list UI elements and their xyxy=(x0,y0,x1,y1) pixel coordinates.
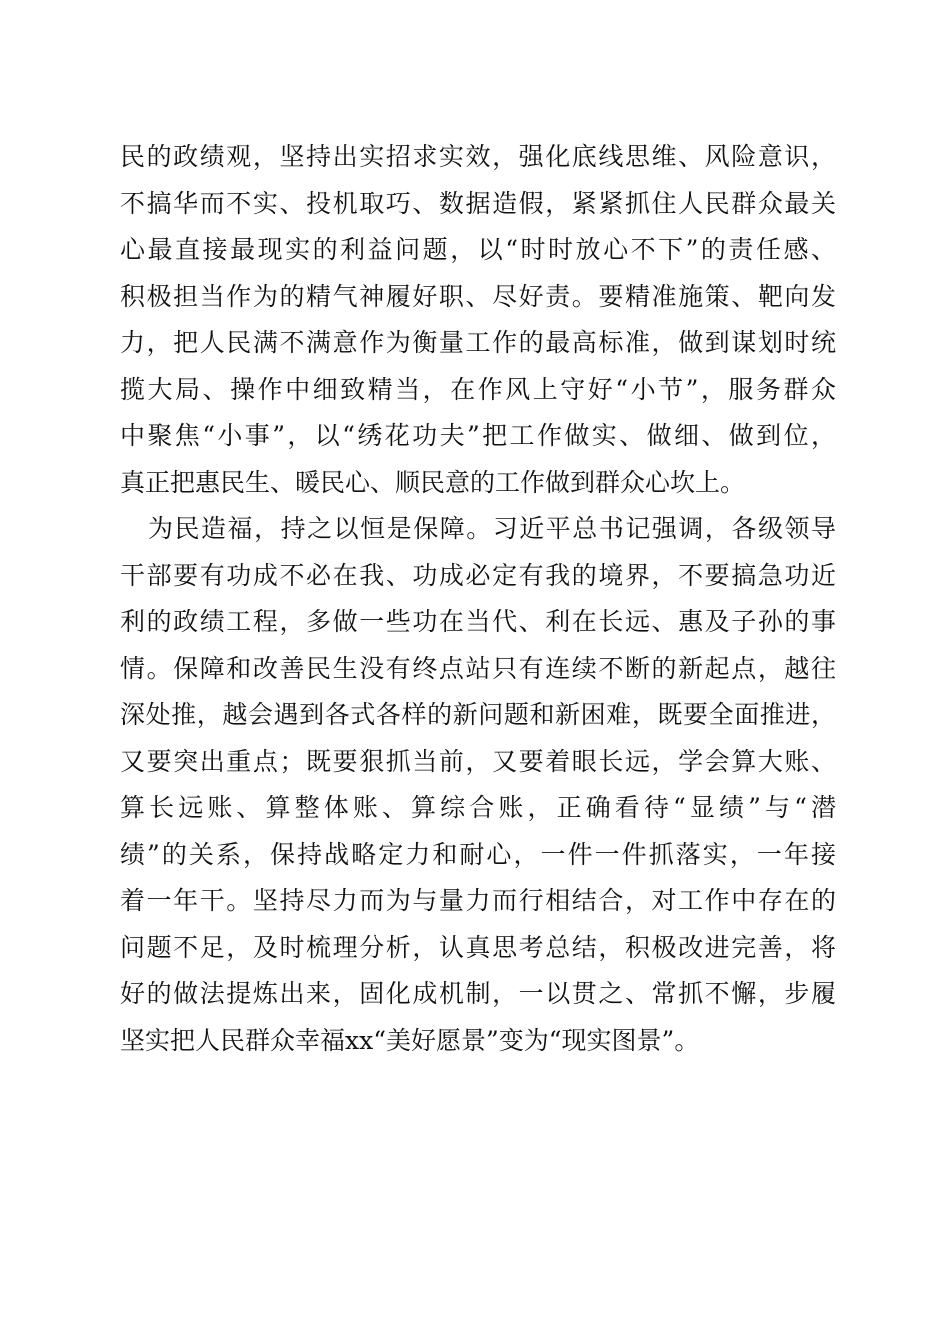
paragraph-line: 好的做法提炼出来，固化成机制，一以贯之、常抓不懈，步履 xyxy=(120,979,836,1008)
paragraph-line: 利的政绩工程，多做一些功在当代、利在长远、惠及子孙的事 xyxy=(120,607,836,636)
paragraph-line: 情。保障和改善民生没有终点站只有连续不断的新起点，越往 xyxy=(120,653,836,683)
paragraph-line: 积极担当作为的精气神履好职、尽好责。要精准施策、靶向发 xyxy=(120,281,836,311)
paragraph-2 xyxy=(120,506,836,1064)
paragraph-line: 深处推，越会遇到各式各样的新问题和新困难，既要全面推进， xyxy=(120,700,836,729)
paragraph-line: 揽大局、操作中细致精当，在作风上守好“小节”，服务群众 xyxy=(120,374,836,404)
paragraph-line: 力，把人民满不满意作为衡量工作的最高标准，做到谋划时统 xyxy=(120,328,836,357)
paragraph-line: 又要突出重点；既要狠抓当前，又要着眼长远，学会算大账、 xyxy=(120,746,836,776)
paragraph-line: 坚实把人民群众幸福xx“美好愿景”变为“现实图景”。 xyxy=(120,1025,700,1055)
paragraph-line: 心最直接最现实的利益问题，以“时时放心不下”的责任感、 xyxy=(120,235,836,264)
paragraph-line: 真正把惠民生、暖民心、顺民意的工作做到群众心坎上。 xyxy=(120,467,746,497)
paragraph-1 xyxy=(120,134,836,506)
paragraph-line: 问题不足，及时梳理分析，认真思考总结，积极改进完善，将 xyxy=(120,932,836,962)
document-body xyxy=(120,134,836,1064)
paragraph-line: 干部要有功成不必在我、功成必定有我的境界，不要搞急功近 xyxy=(120,560,836,590)
paragraph-line: 绩”的关系，保持战略定力和耐心，一件一件抓落实，一年接 xyxy=(120,839,836,869)
paragraph-line: 算长远账、算整体账、算综合账，正确看待“显绩”与“潜 xyxy=(120,793,836,822)
paragraph-line: 着一年干。坚持尽力而为与量力而行相结合，对工作中存在的 xyxy=(120,886,836,915)
paragraph-line: 中聚焦“小事”，以“绣花功夫”把工作做实、做细、做到位， xyxy=(120,421,836,450)
paragraph-line: 不搞华而不实、投机取巧、数据造假，紧紧抓住人民群众最关 xyxy=(120,188,836,218)
paragraph-line: 民的政绩观，坚持出实招求实效，强化底线思维、风险意识， xyxy=(120,142,836,171)
paragraph-line: 为民造福，持之以恒是保障。习近平总书记强调，各级领导 xyxy=(148,514,836,543)
